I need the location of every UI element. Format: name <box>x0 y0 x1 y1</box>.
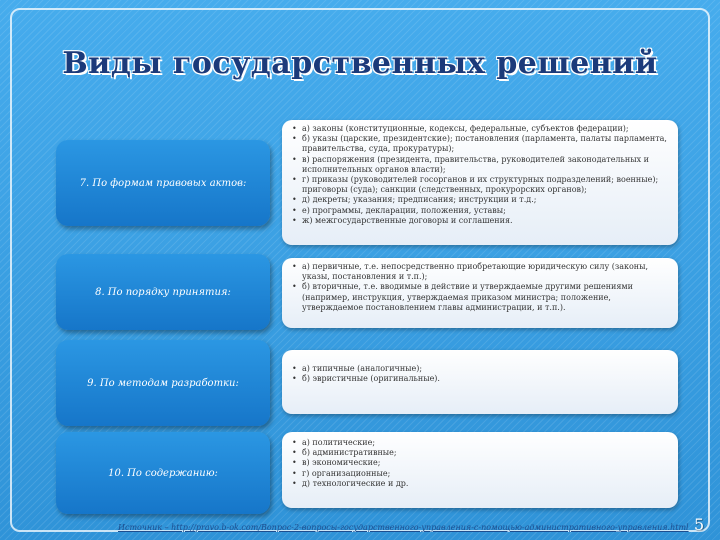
category-content-box <box>282 120 678 245</box>
slide-title: Виды государственных решений <box>62 46 658 81</box>
bullet-list <box>292 364 670 384</box>
bullet-icon: • <box>292 154 297 164</box>
category-label-box <box>56 340 270 426</box>
bullet-icon: • <box>292 134 297 144</box>
bullet-icon: • <box>292 458 297 468</box>
list-item: • д) декреты; указания; предписания; инструкции и т.д.; <box>292 195 537 205</box>
list-item: • а) типичные (аналогичные); <box>292 364 423 373</box>
list-item: • в) экономические; <box>292 458 381 468</box>
list-item: • б) указы (царские, президентские); постановления (парламента, палаты парламента, правительства, суда, прокуратуры); <box>292 134 667 154</box>
list-item: • б) эвристичные (оригинальные). <box>292 374 440 384</box>
bullet-icon: • <box>292 205 297 215</box>
list-item: • б) административные; <box>292 448 397 458</box>
list-item: • в) распоряжения (президента, правительства, руководителей законодательных и исполнительных органов власти); <box>292 154 649 174</box>
bullet-list <box>292 438 670 489</box>
bullet-icon: • <box>292 124 297 133</box>
bullet-icon: • <box>292 448 297 458</box>
bullet-list <box>292 262 670 313</box>
list-item: • г) организационные; <box>292 468 391 478</box>
category-label: 7. По формам правовых актов: <box>79 177 247 189</box>
bullet-icon: • <box>292 195 297 205</box>
category-label: 9. По методам разработки: <box>87 377 239 389</box>
bullet-icon: • <box>292 438 297 447</box>
list-item: • г) приказы (руководителей госорганов и их структурных подразделений; военные); приговоры (суда); санкции (следственных, прокурорских органов); <box>292 175 659 195</box>
bullet-icon: • <box>292 175 297 185</box>
list-item: • е) программы, декларации, положения, уставы; <box>292 205 506 215</box>
bullet-icon: • <box>292 468 297 478</box>
category-content-box <box>282 258 678 328</box>
category-label: 10. По содержанию: <box>108 467 218 479</box>
category-label-box <box>56 140 270 226</box>
source-link[interactable]: Источник – http://pravo.b-ok.com/Вопрос-2-вопросы-государственного-управления-с-помощью-административного-управления.html <box>118 523 689 532</box>
list-item: • ж) межгосударственные договоры и соглашения. <box>292 215 513 225</box>
list-item: • а) первичные, т.е. непосредственно приобретающие юридическую силу (законы, указы, постановления и т.п.); <box>292 262 649 282</box>
bullet-icon: • <box>292 478 297 488</box>
category-content-box <box>282 350 678 414</box>
bullet-icon: • <box>292 215 297 225</box>
bullet-icon: • <box>292 374 297 384</box>
bullet-icon: • <box>292 364 297 373</box>
list-item: • а) законы (конституционные, кодексы, федеральные, субъектов федерации); <box>292 124 629 133</box>
bullet-list <box>292 124 670 226</box>
bullet-icon: • <box>292 282 297 292</box>
category-label-box <box>56 254 270 330</box>
category-label: 8. По порядку принятия: <box>95 286 231 298</box>
category-content-box <box>282 432 678 508</box>
list-item: • д) технологические и др. <box>292 478 409 488</box>
list-item: • б) вторичные, т.е. вводимые в действие и утверждаемые другими решениями (например, инструкция, утверждаемая приказом министра; положение, утверждаемое постановлением главы администрации, и т.п.). <box>292 282 633 312</box>
list-item: • а) политические; <box>292 438 376 447</box>
bullet-icon: • <box>292 262 297 271</box>
page-number: 5 <box>694 515 705 534</box>
category-label-box <box>56 432 270 514</box>
